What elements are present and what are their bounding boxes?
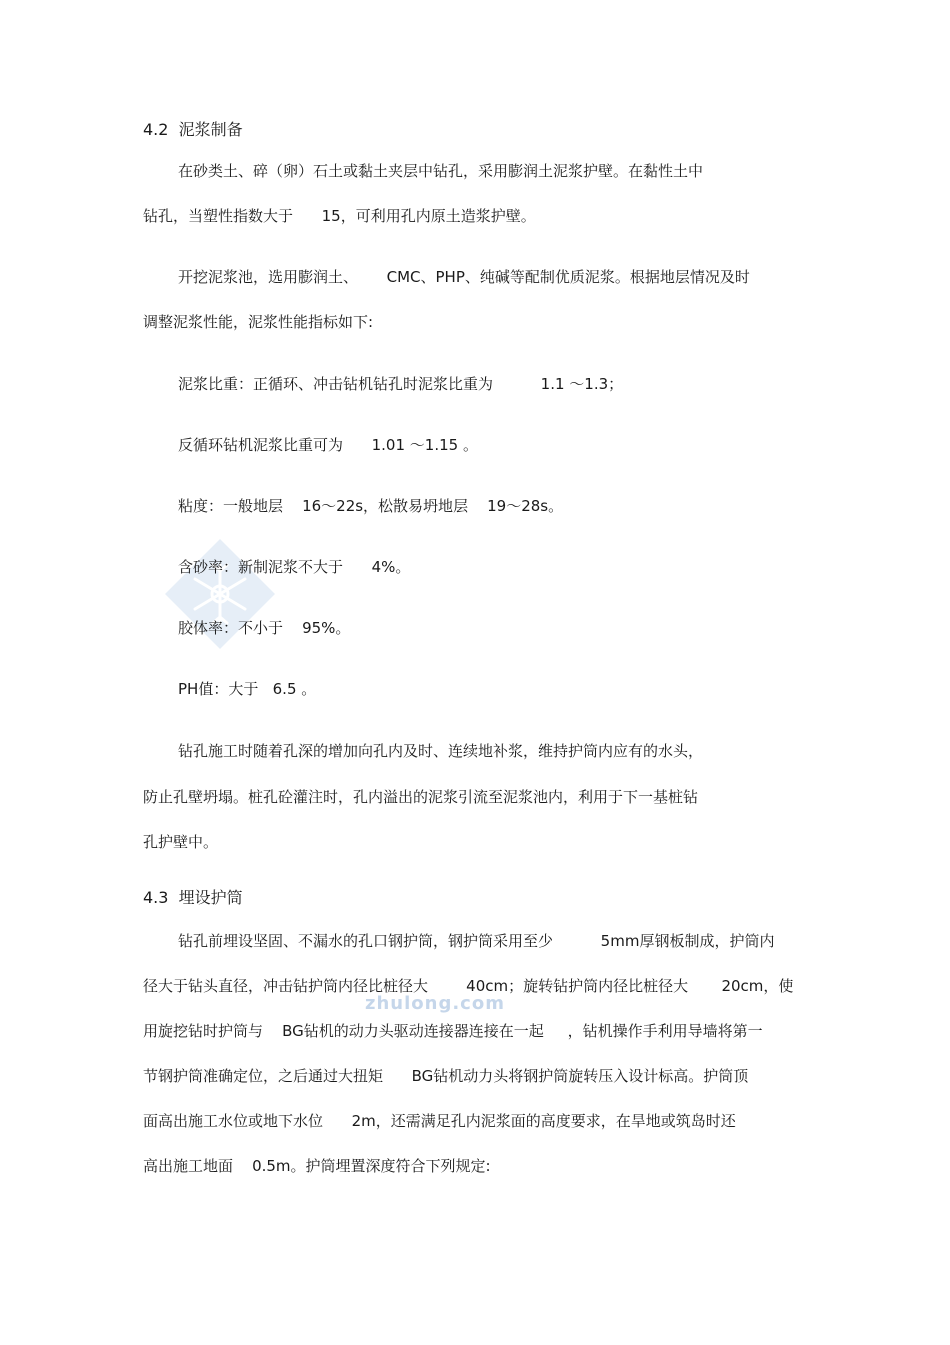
section-heading-4-2: 4.2 泥浆制备 [143,120,243,139]
paragraph-line: 反循环钻机泥浆比重可为 1.01 ～1.15 。 [178,436,478,454]
paragraph-line: 节钢护筒准确定位，之后通过大扭矩 BG钻机动力头将钢护筒旋转压入设计标高。护筒顶 [143,1067,749,1085]
paragraph-line: 调整泥浆性能，泥浆性能指标如下: [143,313,374,331]
paragraph-line: 防止孔壁坍塌。桩孔砼灌注时，孔内溢出的泥浆引流至泥浆池内，利用于下一基桩钻 [143,788,699,806]
paragraph-line: 在砂类土、碎（卵）石土或黏土夹层中钻孔，采用膨润土泥浆护壁。在黏性土中 [178,162,704,180]
paragraph-line: 含砂率：新制泥浆不大于 4%。 [178,558,411,576]
paragraph-line: 径大于钻头直径，冲击钻护筒内径比桩径大 40cm；旋转钻护筒内径比桩径大 20cm，使 [143,977,794,995]
paragraph-line: 高出施工地面 0.5m。护筒埋置深度符合下列规定: [143,1157,491,1175]
paragraph-line: 泥浆比重：正循环、冲击钻机钻孔时泥浆比重为 1.1 ～1.3； [178,375,624,393]
paragraph-line: 用旋挖钻时护筒与 BG钻机的动力头驱动连接器连接在一起 ，钻机操作手利用导墙将第一 [143,1022,763,1040]
paragraph-line: 粘度：一般地层 16～22s，松散易坍地层 19～28s。 [178,497,564,515]
paragraph-line: 开挖泥浆池，选用膨润土、 CMC、PHP、纯碱等配制优质泥浆。根据地层情况及时 [178,268,750,286]
paragraph-line: 钻孔前埋设坚固、不漏水的孔口钢护筒，钢护筒采用至少 5mm厚钢板制成，护筒内 [178,932,775,950]
watermark-text: zhulong.com [365,993,505,1014]
paragraph-line: 胶体率：不小于 95%。 [178,619,351,637]
paragraph-line: PH值：大于 6.5 。 [178,680,317,698]
paragraph-line: 钻孔施工时随着孔深的增加向孔内及时、连续地补浆，维持护筒内应有的水头， [178,742,704,760]
section-heading-4-3: 4.3 埋设护筒 [143,888,243,907]
paragraph-line: 钻孔，当塑性指数大于 15，可利用孔内原土造浆护壁。 [143,207,536,225]
paragraph-line: 面高出施工水位或地下水位 2m，还需满足孔内泥浆面的高度要求，在旱地或筑岛时还 [143,1112,736,1130]
paragraph-line: 孔护壁中。 [143,833,219,851]
